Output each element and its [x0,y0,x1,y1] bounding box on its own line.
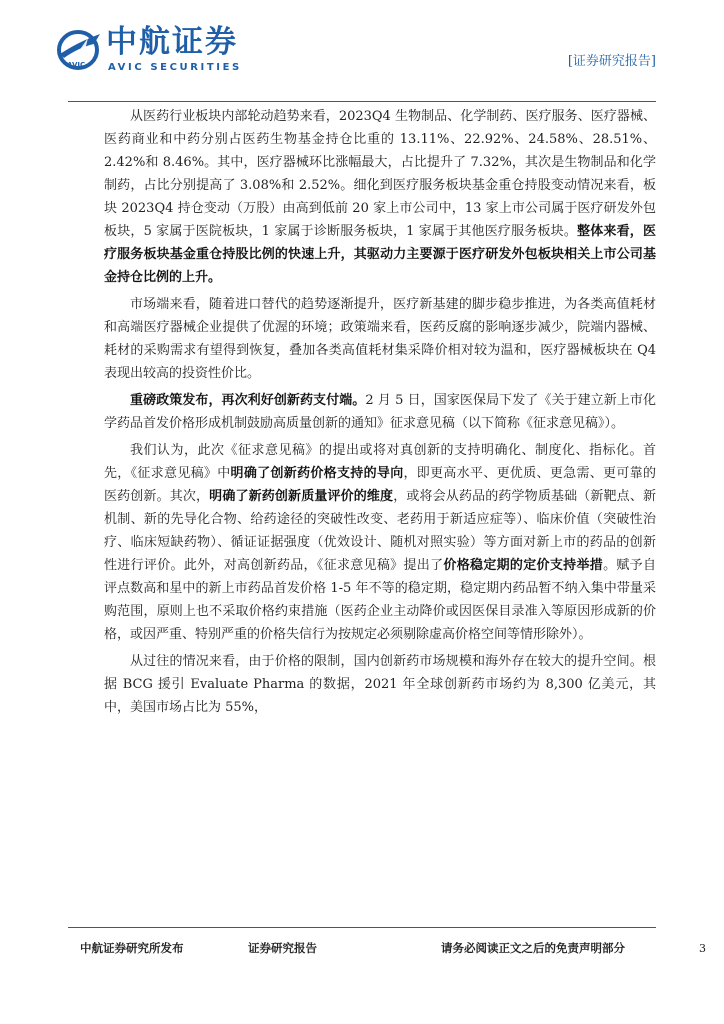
paragraph-text: ，即更高水平、更优质、更急需、更可靠的医药创新。其次， [104,466,656,504]
body-paragraph [104,389,656,435]
report-body [104,105,656,719]
paragraph-text: 从医药行业板块内部轮动趋势来看，2023Q4 生物制品、化学制药、医疗服务、医疗器械、医药商业和中药分别占医药生物基金持仓比重的 13.11%、22.92%、24.58%、28.51%、2.42%和 8.46%。其中，医疗器械环比涨幅最大，占比提升了 7.32%，其次是生物制品和化学制药，占比分别提高了 3.08%和 2.52%。细化到医疗服务板块基金重仓持股变动情况来看，板块 2023Q4 持仓变动（万股）由高到低前 20 家上市公司中，13 家上市公司属于医疗研发外包板块，5 家属于医院板块，1 家属于诊断服务板块，1 家属于其他医疗服务板块。 [104,109,656,239]
report-type-tag: [证券研究报告] [567,54,656,69]
logo-english-name: AVIC SECURITIES [108,62,242,73]
emphasis-text: 明确了创新药价格支持的导向 [230,466,404,481]
logo-chinese-name: 中航证券 [106,24,238,60]
emphasis-text: 重磅政策发布，再次利好创新药支付端。 [130,393,366,408]
paragraph-text: 。赋予自评点数高和星中的新上市药品首发价格 1-5 年不等的稳定期，稳定期内药品暂不纳入集中带量采购范围，原则上也不采取价格约束措施（医药企业主动降价或因医保目录准入等原因形成新的价格，或因严重、特别严重的价格失信行为按规定必须剔除虚高价格空间等情形除外）。 [104,558,656,642]
paragraph-text: ，或将会从药品的药学物质基础（新靶点、新机制、新的先导化合物、给药途径的突破性改变、老药用于新适应症等）、临床价值（突破性治疗、临床短缺药物）、循证证据强度（优效设计、随机对照实验）等方面对新上市的药品的创新性进行评价。此外，对高创新药品，《征求意见稿》提出了 [104,489,656,573]
paragraph-text: 我们认为，此次《征求意见稿》的提出或将对真创新的支持明确化、制度化、指标化。首先，《征求意见稿》中 [104,443,656,481]
logo-emblem-text: AVIC [67,61,86,69]
body-paragraph [104,439,656,646]
footer-publisher: 中航证券研究所发布 [80,941,184,955]
footer-report-label: 证券研究报告 [248,941,317,955]
footer-disclaimer-note: 请务必阅读正文之后的免责声明部分 [441,941,625,955]
paragraph-text: 2 月 5 日，国家医保局下发了《关于建立新上市化学药品首发价格形成机制鼓励高质量创新的通知》征求意见稿（以下简称《征求意见稿》）。 [104,393,656,431]
page-number: 3 [699,942,706,955]
emphasis-text: 明确了新药创新质量评价的维度 [209,489,394,504]
body-paragraph [104,105,656,289]
company-logo [54,24,254,74]
paragraph-text: 市场端来看，随着进口替代的趋势逐渐提升，医疗新基建的脚步稳步推进，为各类高值耗材和高端医疗器械企业提供了优渥的环境；政策端来看，医药反腐的影响逐步减少，院端内器械、耗材的采购需求有望得到恢复，叠加各类高值耗材集采降价相对较为温和，医疗器械板块在 Q4 表现出较高的投资性价比。 [104,297,656,381]
footer-divider [68,927,656,928]
body-paragraph [104,650,656,719]
paragraph-text: 从过往的情况来看，由于价格的限制，国内创新药市场规模和海外存在较大的提升空间。根据 BCG 援引 Evaluate Pharma 的数据，2021 年全球创新药市场约为 8,300 亿美元，其中，美国市场占比为 55%， [104,654,656,715]
emphasis-text: 整体来看，医疗服务板块基金重仓持股比例的快速上升，其驱动力主要源于医疗研发外包板块相关上市公司基金持仓比例的上升。 [104,224,656,285]
avic-emblem-icon [54,24,102,72]
emphasis-text: 价格稳定期的定价支持举措 [443,558,604,573]
body-paragraph [104,293,656,385]
header-divider [68,101,656,102]
